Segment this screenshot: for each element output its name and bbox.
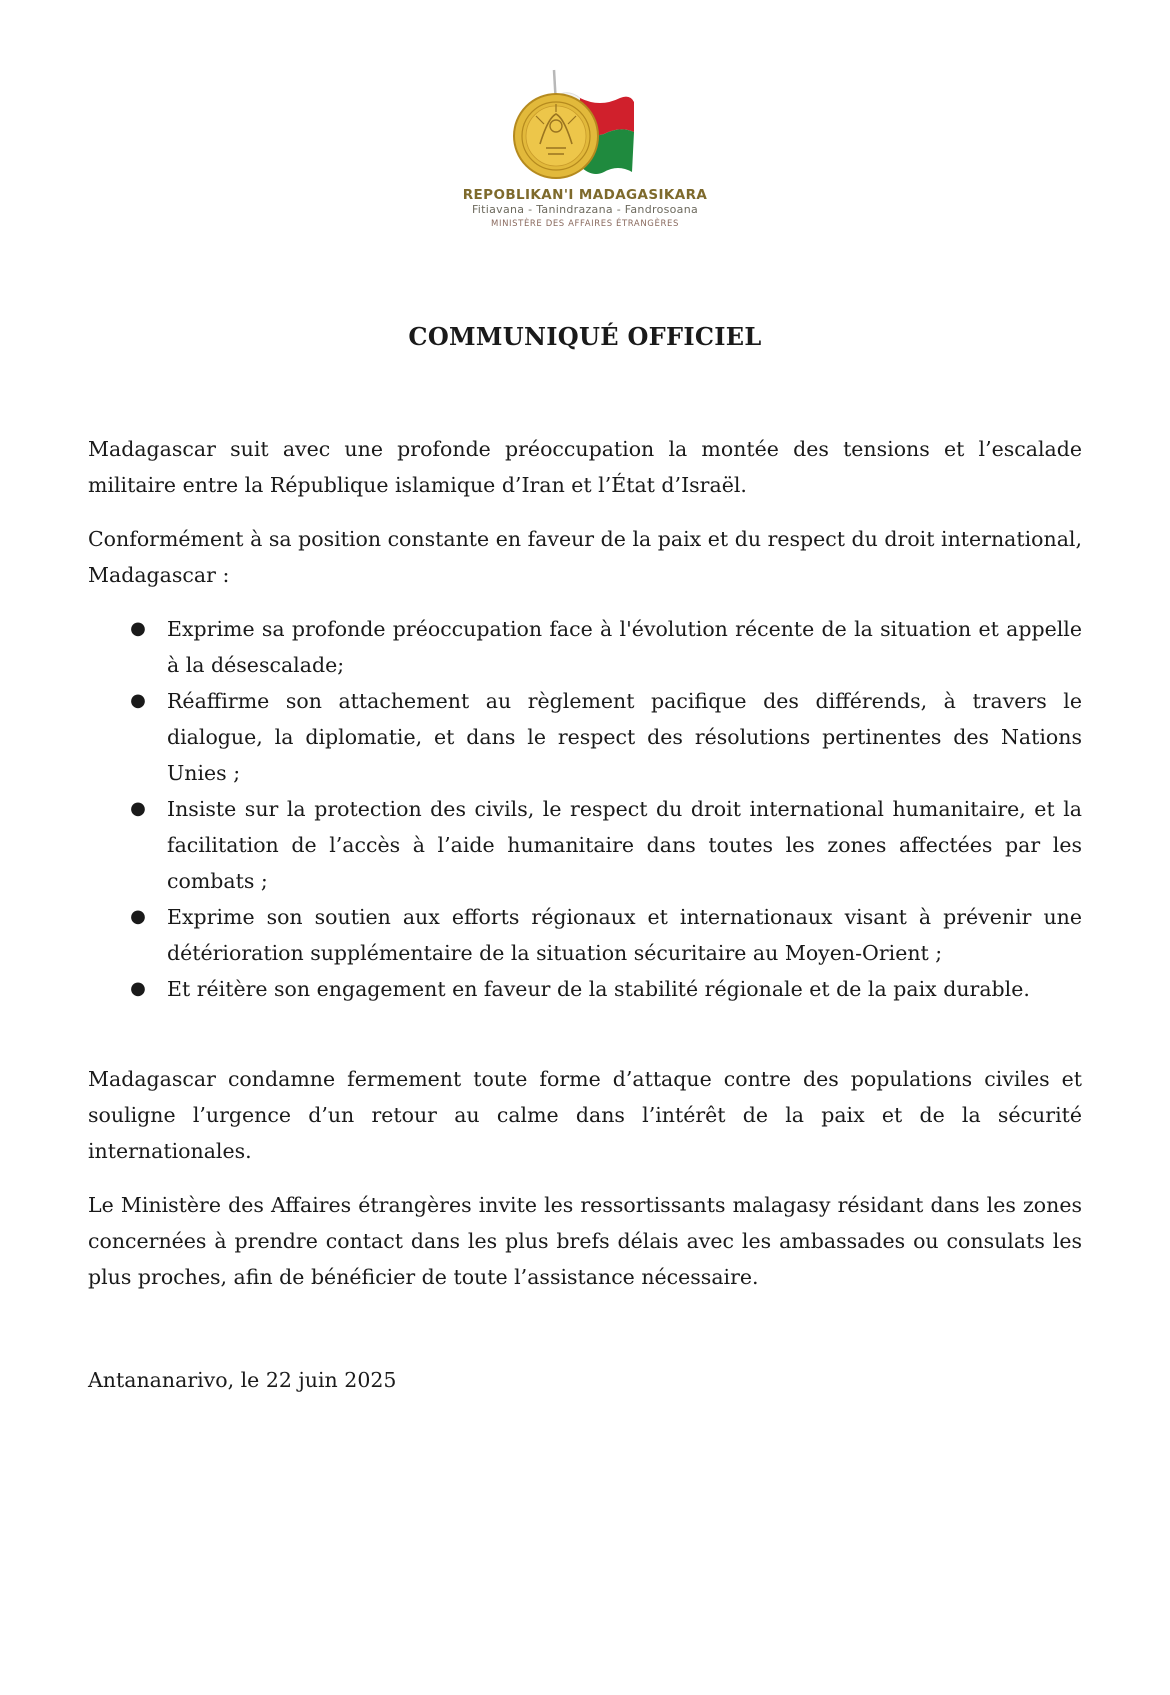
paragraph-position: Conformément à sa position constante en faveur de la paix et du respect du droit international, Madagascar : [88, 527, 1082, 587]
letterhead [0, 62, 1170, 237]
list-item-text: Réaffirme son attachement au règlement pacifique des différends, à travers le dialogue, la diplomatie, et dans le respect des résolutions pertinentes des Nations Unies ; [167, 689, 1082, 785]
points-list [88, 611, 1082, 1007]
list-item-text: Exprime sa profonde préoccupation face à l'évolution récente de la situation et appelle à la désescalade; [167, 617, 1082, 677]
national-emblem-with-flag [508, 68, 678, 196]
list-item [88, 791, 1082, 899]
bullet-icon: ● [130, 690, 146, 711]
bullet-icon: ● [130, 798, 146, 819]
list-item [88, 611, 1082, 683]
letterhead-country: REPOBLIKAN'I MADAGASIKARA [462, 187, 708, 203]
list-item-text: Exprime son soutien aux efforts régionaux et internationaux visant à prévenir une détérioration supplémentaire de la situation sécuritaire au Moyen-Orient ; [167, 905, 1082, 965]
list-item [88, 683, 1082, 791]
bullet-icon: ● [130, 906, 146, 927]
paragraph-ministry-notice: Le Ministère des Affaires étrangères invite les ressortissants malagasy résidant dans les zones concernées à prendre contact dans les plus brefs délais avec les ambassades ou consulats les plus proches, afin de bénéficier de toute l’assistance nécessaire. [88, 1193, 1082, 1289]
letterhead-motto: Fitiavana - Tanindrazana - Fandrosoana [471, 203, 699, 216]
bullet-icon: ● [130, 978, 146, 999]
document-body [88, 431, 1082, 1295]
paragraph-condemnation: Madagascar condamne fermement toute forme d’attaque contre des populations civiles et souligne l’urgence d’un retour au calme dans l’intérêt de la paix et de la sécurité internationales. [88, 1067, 1082, 1163]
list-item-text: Et réitère son engagement en faveur de la stabilité régionale et de la paix durable. [167, 977, 1030, 1001]
bullet-icon: ● [130, 618, 146, 639]
list-item [88, 899, 1082, 971]
list-item-text: Insiste sur la protection des civils, le respect du droit international humanitaire, et la facilitation de l’accès à l’aide humanitaire dans toutes les zones affectées par les combats ; [167, 797, 1082, 893]
paragraph-intro: Madagascar suit avec une profonde préoccupation la montée des tensions et l’escalade militaire entre la République islamique d’Iran et l’État d’Israël. [88, 437, 1082, 497]
list-item [88, 971, 1082, 1007]
place-and-date: Antananarivo, le 22 juin 2025 [88, 1368, 397, 1392]
letterhead-ministry: MINISTÈRE DES AFFAIRES ÉTRANGÈRES [491, 219, 679, 229]
document-title: COMMUNIQUÉ OFFICIEL [408, 322, 762, 351]
